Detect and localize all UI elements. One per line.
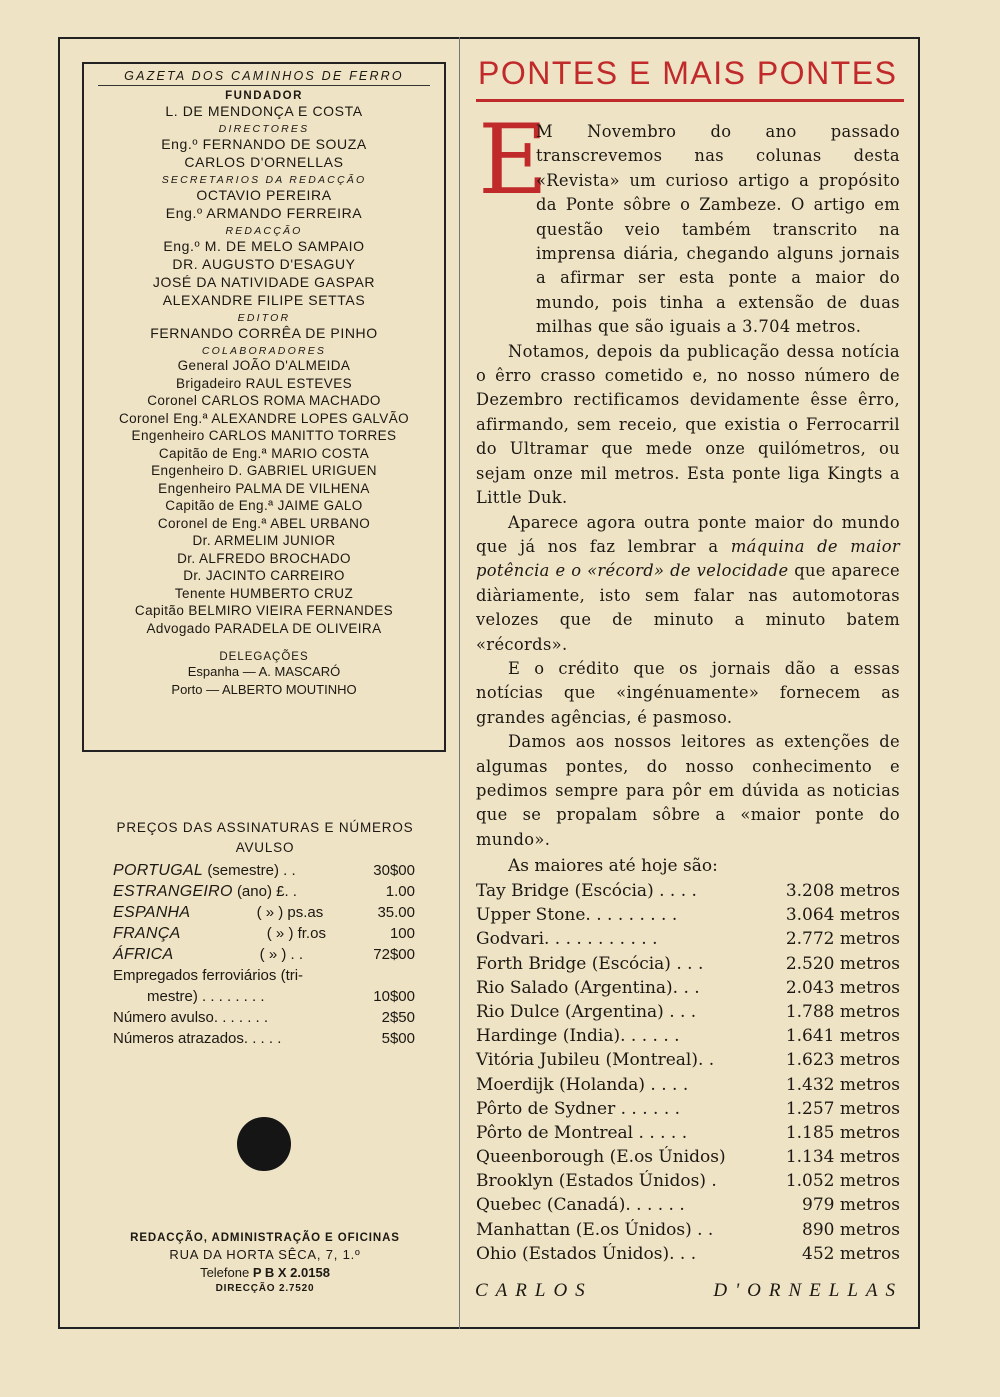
bridge-name: Godvari. . . . . . . . . . . <box>476 929 658 950</box>
emphasis: «récord» de velocidade <box>587 561 789 581</box>
founder-name: L. DE MENDONÇA E COSTA <box>165 103 363 119</box>
collaborator-name: Dr. JACINTO CARREIRO <box>183 568 345 583</box>
price-row <box>85 925 445 946</box>
bridge-name: Quebec (Canadá). . . . . . <box>476 1195 685 1216</box>
bridge-length: 2.772 metros <box>785 929 900 950</box>
phone-number: P B X 2.0158 <box>252 1265 330 1280</box>
street-address: RUA DA HORTA SÊCA, 7, 1.º <box>169 1247 361 1262</box>
paragraph: M Novembro do ano passado transcrevemos nas colunas desta «Revista» um curioso artigo a propósito da Ponte sôbre o Zambeze. O artigo em questão veio também transcrito na imprensa diária, chegando alguns jornais a afirmar ser esta ponte a maior do mundo, pois tinha a extensão de duas milhas que são iguais a 3.704 metros. <box>536 122 900 337</box>
bridge-name: Manhattan (E.os Únidos) . . <box>476 1219 714 1240</box>
bridge-length: 1.641 metros <box>785 1026 900 1047</box>
collaborator-name: Engenheiro CARLOS MANITTO TORRES <box>131 428 397 443</box>
delegation-spain: Espanha — A. MASCARÓ <box>187 664 341 679</box>
price-row <box>85 883 445 904</box>
text: Aparece agora outra ponte maior do mundo que já nos faz lembrar a <box>476 512 900 556</box>
price-detail: ( » ) ps.as <box>256 904 324 921</box>
price-row <box>85 967 445 988</box>
secretary-name: Eng.º ARMANDO FERREIRA <box>165 205 363 221</box>
phone-label: Telefone <box>200 1265 250 1280</box>
price-row <box>85 988 445 1009</box>
bridge-row <box>476 1121 900 1145</box>
bridge-length: 1.623 metros <box>785 1050 900 1071</box>
bridge-length: 3.208 metros <box>785 881 900 901</box>
bridges-list <box>476 879 900 1266</box>
bridge-row <box>476 1048 900 1072</box>
gazette-name: GAZETA DOS CAMINHOS DE FERRO <box>98 69 430 86</box>
collaborators-label: COLABORADORES <box>201 345 327 357</box>
price-country: ESPANHA <box>113 904 191 921</box>
founder-label: FUNDADOR <box>225 90 303 102</box>
bridge-row <box>476 927 900 951</box>
price-detail: (semestre) . . <box>207 862 296 879</box>
bridge-name: Upper Stone. . . . . . . . . <box>476 905 678 926</box>
collaborator-name: Capitão de Eng.ª MARIO COSTA <box>158 445 370 461</box>
price-detail: (ano) £. . <box>236 883 297 900</box>
employees-label: Empregados ferroviários (tri- <box>113 967 304 984</box>
price-row <box>85 1030 445 1051</box>
secretary-name: OCTAVIO PEREIRA <box>196 187 332 203</box>
prices-title: PREÇOS DAS ASSINATURAS E NÚMEROS <box>116 820 414 835</box>
emphasis: e o <box>549 561 588 581</box>
editorial-label: REDACÇÃO <box>225 225 303 237</box>
price-country: FRANÇA <box>113 925 181 942</box>
bridge-name: Ohio (Estados Únidos). . . <box>476 1243 697 1264</box>
bridge-row <box>476 1193 900 1217</box>
price-row <box>85 904 445 925</box>
bridge-name: Pôrto de Montreal . . . . . <box>476 1122 688 1143</box>
bridge-length: 1.788 metros <box>785 1001 900 1022</box>
editorial-name: Eng.º M. DE MELO SAMPAIO <box>163 238 365 254</box>
price-value: 35.00 <box>377 904 415 921</box>
price-detail: ( » ) fr.os <box>266 925 326 942</box>
price-country: ÁFRICA <box>113 946 174 963</box>
editor-label: EDITOR <box>237 312 291 324</box>
bridge-length: 452 metros <box>802 1243 900 1264</box>
bridge-name: Moerdijk (Holanda) . . . . <box>476 1074 689 1095</box>
collaborator-name: Dr. ARMELIM JUNIOR <box>192 533 336 548</box>
bridge-row <box>476 952 900 976</box>
paragraph: E o crédito que os jornais dão a essas notícias que «ingénuamente» fornecem as grandes agências, é pasmoso. <box>476 658 900 727</box>
direction-phone: DIRECÇÃO 2.7520 <box>215 1283 315 1294</box>
bridge-row <box>476 879 900 903</box>
column-divider <box>459 37 460 1329</box>
bridge-name: Queenborough (E.os Únidos) <box>476 1147 726 1168</box>
collaborator-name: Coronel CARLOS ROMA MACHADO <box>147 393 381 408</box>
text: que aparece diàriamente, isto sem falar nas automotoras velozes que de minuto a minuto batem «récords». <box>476 561 900 654</box>
secretaries-label: SECRETARIOS DA REDACÇÃO <box>161 174 367 186</box>
publisher-address <box>85 1232 445 1294</box>
bridge-row <box>476 976 900 1000</box>
title-rule <box>476 99 904 102</box>
price-value: 10$00 <box>373 988 415 1005</box>
bridge-length: 1.257 metros <box>785 1098 900 1119</box>
bridge-row <box>476 903 900 927</box>
emphasis: máquina de maior potência <box>476 536 900 581</box>
editor-name: FERNANDO CORRÊA DE PINHO <box>150 325 378 341</box>
bridge-length: 979 metros <box>802 1195 900 1216</box>
editorial-name: DR. AUGUSTO D'ESAGUY <box>172 256 356 272</box>
collaborator-name: Advogado PARADELA DE OLIVEIRA <box>146 620 382 636</box>
price-value: 5$00 <box>381 1030 415 1047</box>
price-detail: ( » ) . . <box>259 946 303 963</box>
delegation-porto: Porto — ALBERTO MOUTINHO <box>171 682 357 697</box>
bridge-length: 1.432 metros <box>785 1074 900 1095</box>
collaborator-name: Dr. ALFREDO BROCHADO <box>177 550 351 566</box>
collaborator-name: Capitão BELMIRO VIEIRA FERNANDES <box>134 603 394 618</box>
collaborator-name: Coronel de Eng.ª ABEL URBANO <box>157 515 371 531</box>
price-value: 72$00 <box>373 946 415 963</box>
editorial-name: ALEXANDRE FILIPE SETTAS <box>162 292 366 308</box>
price-row <box>85 1009 445 1030</box>
phone-line <box>85 1265 445 1280</box>
bridge-length: 2.043 metros <box>785 977 900 998</box>
collaborator-name: Engenheiro PALMA DE VILHENA <box>158 480 370 496</box>
collaborator-name: Engenheiro D. GABRIEL URIGUEN <box>151 463 377 478</box>
bridge-row <box>476 1169 900 1193</box>
price-country: ESTRANGEIRO <box>113 883 233 900</box>
bridge-name: Vitória Jubileu (Montreal). . <box>476 1050 715 1071</box>
drop-cap: E <box>478 104 549 216</box>
article-title: PONTES E MAIS PONTES <box>478 55 898 91</box>
subscription-prices <box>85 818 445 1051</box>
article-body <box>476 104 900 852</box>
author-first-name: CARLOS <box>475 1280 593 1301</box>
ornament-dot <box>237 1117 291 1171</box>
price-value: 30$00 <box>373 862 415 879</box>
paragraph: Notamos, depois da publicação dessa notícia o êrro crasso cometido e, no nosso número de Dezembro rectificamos devidamente êsse êrro, afirmando, sem receio, que existia o Ferrocarril do Ultramar que mede onze quilómetros, ou sejam onze mil metros. Esta ponte liga Kingts a Little Duk. <box>476 341 900 508</box>
collaborators-list <box>84 357 444 637</box>
bridge-name: Rio Dulce (Argentina) . . . <box>476 1001 697 1022</box>
paragraph <box>476 511 900 657</box>
bridge-row <box>476 1097 900 1121</box>
directors-label: DIRECTORES <box>218 123 310 135</box>
bridge-name: Rio Salado (Argentina). . . <box>476 977 700 998</box>
bridge-row <box>476 1024 900 1048</box>
bridge-length: 890 metros <box>802 1219 900 1240</box>
price-value: 100 <box>389 925 415 942</box>
bridge-name: Hardinge (India). . . . . . <box>476 1026 680 1047</box>
list-intro: As maiores até hoje são: <box>508 856 718 876</box>
bridge-row <box>476 1145 900 1169</box>
employees-label-2: mestre) . . . . . . . . <box>147 988 265 1005</box>
price-country: PORTUGAL <box>113 862 204 879</box>
price-row <box>85 862 445 883</box>
collaborator-name: Brigadeiro RAUL ESTEVES <box>175 375 353 391</box>
address-heading: REDACÇÃO, ADMINISTRAÇÃO E OFICINAS <box>130 1232 400 1244</box>
price-value: 2$50 <box>381 1009 415 1026</box>
author-last-name: D'ORNELLAS <box>713 1280 903 1301</box>
director-name: Eng.º FERNANDO DE SOUZA <box>161 136 367 152</box>
collaborator-name: Tenente HUMBERTO CRUZ <box>174 585 354 601</box>
collaborator-name: General JOÃO D'ALMEIDA <box>177 358 351 373</box>
bridge-length: 3.064 metros <box>785 905 900 926</box>
bridge-row <box>476 1218 900 1242</box>
collaborator-name: Coronel Eng.ª ALEXANDRE LOPES GALVÃO <box>118 410 410 426</box>
author-signature <box>475 1280 903 1302</box>
bridge-name: Forth Bridge (Escócia) . . . <box>476 953 704 974</box>
bridge-length: 1.134 metros <box>785 1147 900 1168</box>
masthead-box <box>82 62 446 752</box>
bridge-length: 1.185 metros <box>785 1122 900 1143</box>
price-value: 1.00 <box>385 883 415 900</box>
paragraph: Damos aos nossos leitores as extenções de algumas pontes, do nosso conhecimento e pedimos sempre para pôr em dúvida as noticias que se propalam sôbre a «maior ponte do mundo». <box>476 732 900 849</box>
bridge-row <box>476 1000 900 1024</box>
editorial-name: JOSÉ DA NATIVIDADE GASPAR <box>152 274 376 290</box>
single-issue-label: Número avulso. . . . . . . <box>113 1009 269 1026</box>
delegations-label: DELEGAÇÕES <box>219 651 309 663</box>
bridge-row <box>476 1073 900 1097</box>
bridge-name: Brooklyn (Estados Únidos) . <box>476 1171 717 1192</box>
price-row <box>85 946 445 967</box>
collaborator-name: Capitão de Eng.ª JAIME GALO <box>165 498 363 513</box>
director-name: CARLOS D'ORNELLAS <box>184 154 344 170</box>
bridge-name: Tay Bridge (Escócia) . . . . <box>476 881 697 901</box>
prices-title-2: AVULSO <box>235 840 295 855</box>
bridge-length: 1.052 metros <box>785 1171 900 1192</box>
bridge-length: 2.520 metros <box>785 953 900 974</box>
back-issues-label: Números atrazados. . . . . <box>113 1030 282 1047</box>
bridge-row <box>476 1242 900 1266</box>
bridge-name: Pôrto de Sydner . . . . . . <box>476 1098 681 1119</box>
